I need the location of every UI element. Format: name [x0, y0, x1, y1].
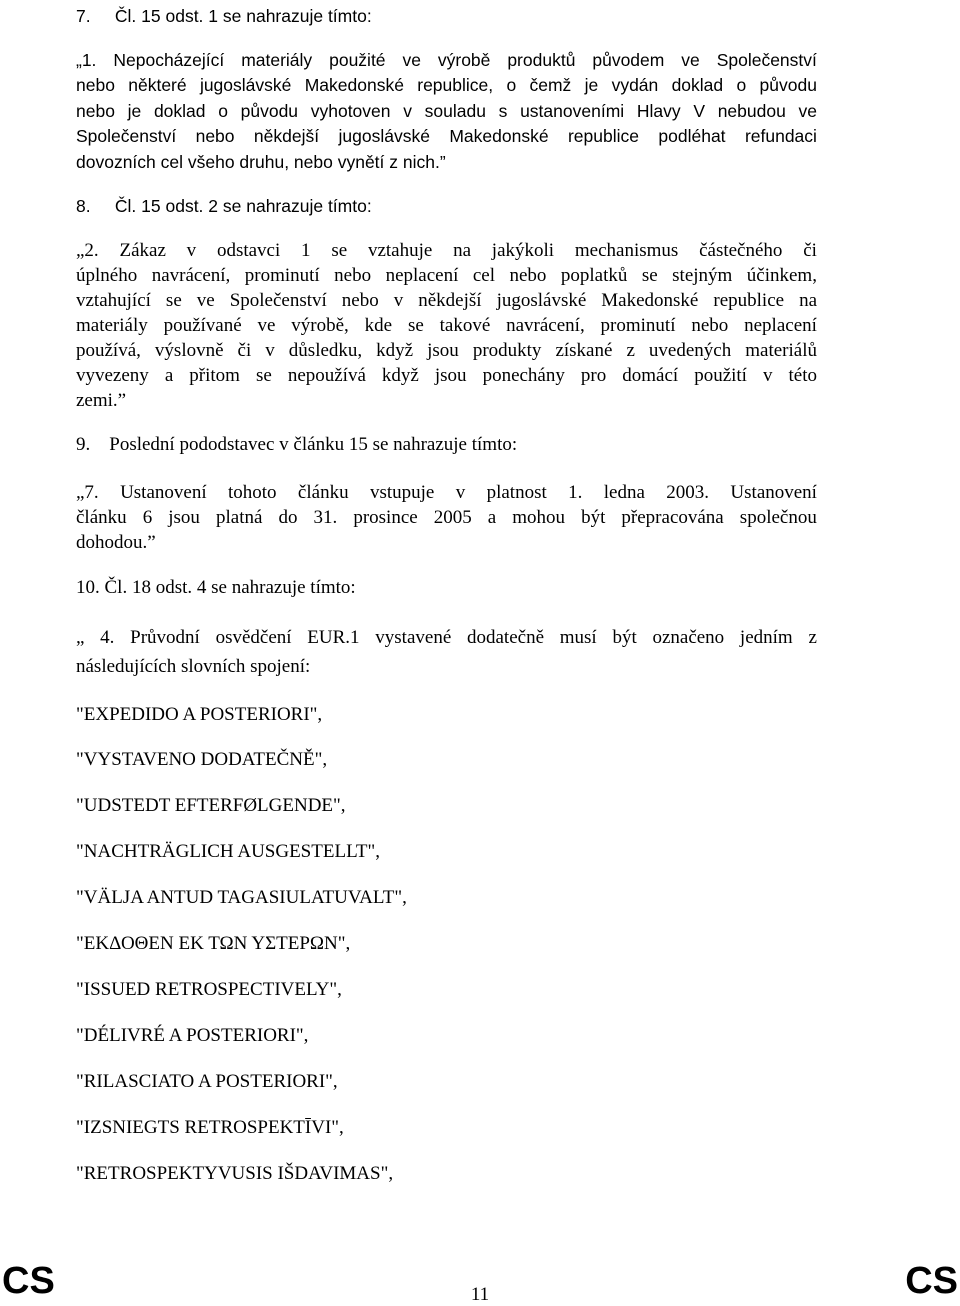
phrase-item: "VYSTAVENO DODATEČNĚ",	[76, 749, 328, 770]
item-10-line-1: „ 4. Průvodní osvědčení EUR.1 vystavené dodatečně musí být označeno jedním z	[76, 627, 817, 648]
item-7-line-2: nebo některé jugoslávské Makedonské republice, o čemž je vydán doklad o původu	[76, 75, 817, 95]
item-7-line-4: Společenství nebo někdejší jugoslávské Makedonské republice podléhat refundaci	[76, 126, 817, 146]
phrase-item: "RETROSPEKTYVUSIS IŠDAVIMAS",	[76, 1163, 394, 1184]
phrase-item: "RILASCIATO A POSTERIORI",	[76, 1071, 338, 1092]
item-8-line-6: vyvezeny a přitom se nepoužívá když jsou ponechány pro domácí použití v této	[76, 365, 817, 386]
phrase-item: "DÉLIVRÉ A POSTERIORI",	[76, 1025, 309, 1046]
item-10-heading: 10. Čl. 18 odst. 4 se nahrazuje tímto:	[76, 577, 356, 598]
item-8-line-5: používá, výslovně či v důsledku, když jsou produkty získané z uvedených materiálů	[76, 340, 817, 361]
phrase-item: "ISSUED RETROSPECTIVELY",	[76, 979, 342, 1000]
phrase-item: "ΕΚΔΟΘΕΝ ΕΚ ΤΩΝ ΥΣΤΕΡΩΝ",	[76, 933, 351, 954]
item-9-line-1: „7. Ustanovení tohoto článku vstupuje v platnost 1. ledna 2003. Ustanovení	[76, 482, 817, 503]
item-7-heading: 7. Čl. 15 odst. 1 se nahrazuje tímto:	[76, 6, 372, 26]
item-8-line-1: „2. Zákaz v odstavci 1 se vztahuje na jakýkoli mechanismus částečného či	[76, 240, 817, 261]
item-7-line-3: nebo je doklad o původu vyhotoven v souladu s ustanoveními Hlavy V nebudou ve	[76, 101, 817, 121]
item-9-heading: 9. Poslední pododstavec v článku 15 se nahrazuje tímto:	[76, 434, 518, 455]
phrase-item: "NACHTRÄGLICH AUSGESTELLT",	[76, 841, 381, 862]
page-number: 11	[470, 1284, 490, 1305]
phrase-item: "UDSTEDT EFTERFØLGENDE",	[76, 795, 346, 816]
phrase-item: "VÄLJA ANTUD TAGASIULATUVALT",	[76, 887, 407, 908]
item-7-line-5: dovozních cel všeho druhu, nebo vynětí z nich.”	[76, 152, 446, 172]
item-8-line-2: úplného navrácení, prominutí nebo neplacení cel nebo poplatků se stejným účinkem,	[76, 265, 817, 286]
item-9-line-3: dohodou.”	[76, 532, 156, 553]
item-8-line-3: vztahující se ve Společenství nebo v někdejší jugoslávské Makedonské republice na	[76, 290, 817, 311]
footer-language-right: CS	[905, 1260, 958, 1302]
item-7-line-1: „1. Nepocházející materiály použité ve výrobě produktů původem ve Společenství	[76, 50, 817, 70]
phrase-item: "IZSNIEGTS RETROSPEKTĪVI",	[76, 1117, 344, 1138]
item-9-line-2: článku 6 jsou platná do 31. prosince 2005 a mohou být přepracována společnou	[76, 507, 817, 528]
phrase-item: "EXPEDIDO A POSTERIORI",	[76, 704, 323, 725]
footer-language-left: CS	[2, 1260, 55, 1302]
item-8-heading: 8. Čl. 15 odst. 2 se nahrazuje tímto:	[76, 196, 372, 216]
item-8-line-4: materiály používané ve výrobě, kde se takové navrácení, prominutí nebo neplacení	[76, 315, 817, 336]
item-8-line-7: zemi.”	[76, 390, 127, 411]
item-10-line-2: následujících slovních spojení:	[76, 656, 311, 677]
